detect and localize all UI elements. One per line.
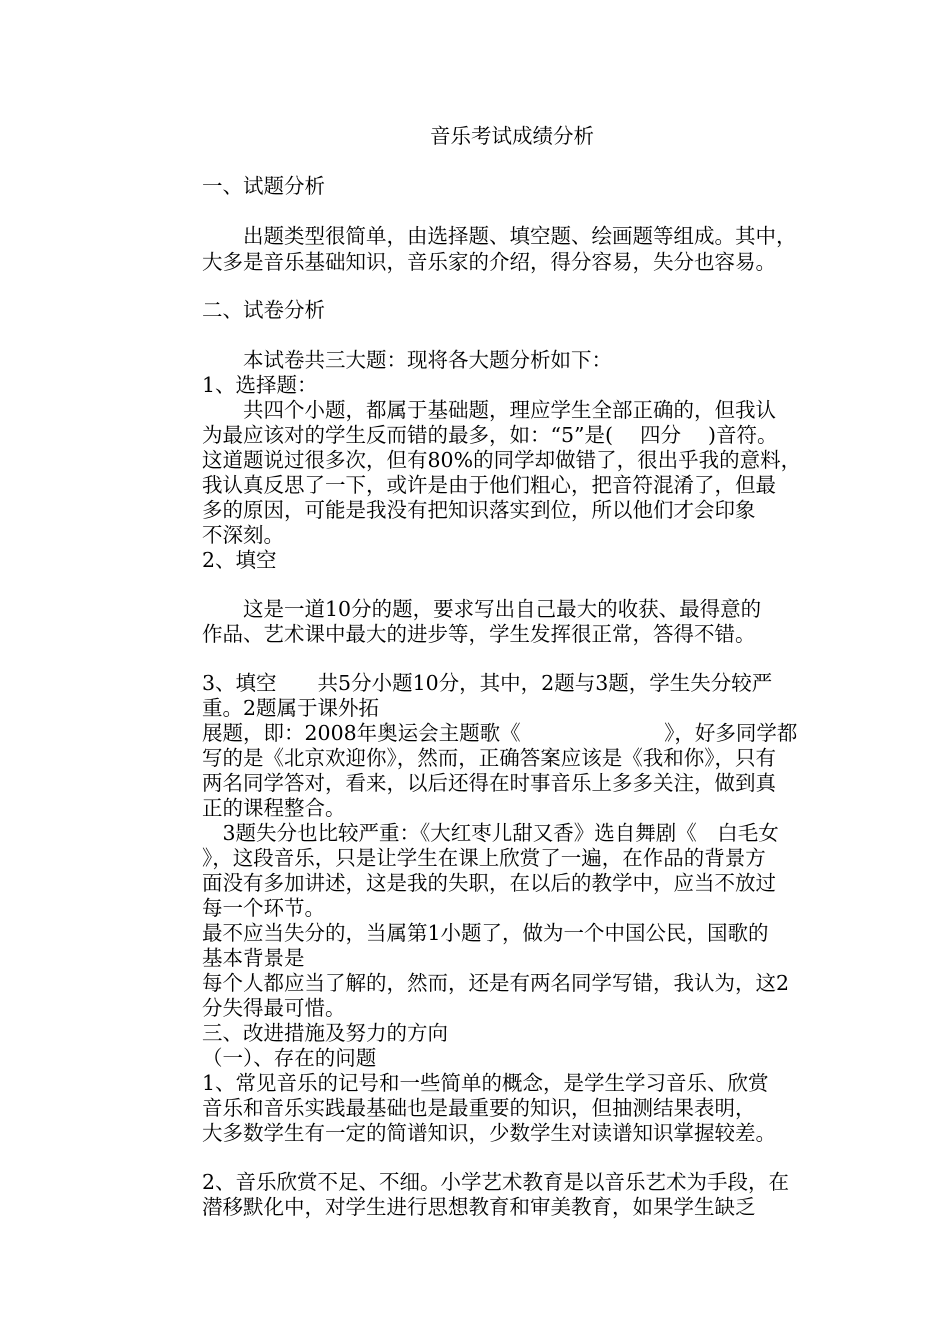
paragraph-line: 为最应该对的学生反而错的最多，如：“5”是( 四分 )音符。 (202, 423, 778, 447)
paragraph-line: 多的原因，可能是我没有把知识落实到位，所以他们才会印象 (202, 498, 756, 522)
paragraph-line: 这道题说过很多次，但有80%的同学却做错了，很出乎我的意料， (202, 448, 802, 472)
paragraph-line: 不深刻。 (202, 523, 284, 547)
paragraph-line: 面没有多加讲述，这是我的失职，在以后的教学中，应当不放过 (202, 871, 776, 895)
document-title: 音乐考试成绩分析 (430, 124, 594, 148)
paragraph-line: 3题失分也比较严重：《大红枣儿甜又香》选自舞剧《 白毛女 (202, 821, 779, 845)
paragraph-line: 出题类型很简单，由选择题、填空题、绘画题等组成。其中， (202, 224, 797, 248)
paragraph-line: 展题，即：2008年奥运会主题歌《 》，好多同学都 (202, 721, 798, 745)
paragraph-line: 大多数学生有一定的简谱知识，少数学生对读谱知识掌握较差。 (202, 1121, 776, 1145)
paragraph-line: 大多是音乐基础知识，音乐家的介绍，得分容易，失分也容易。 (202, 250, 776, 274)
heading-paper-analysis: 二、试卷分析 (202, 298, 325, 322)
paragraph-line: 2、音乐欣赏不足、不细。小学艺术教育是以音乐艺术为手段，在 (202, 1170, 790, 1194)
paragraph-line: 每一个环节。 (202, 896, 325, 920)
paragraph-line: 》，这段音乐，只是让学生在课上欣赏了一遍，在作品的背景方 (202, 846, 766, 870)
paragraph-line: 最不应当失分的，当属第1小题了，做为一个中国公民，国歌的 (202, 921, 769, 945)
heading-improvement: 三、改进措施及努力的方向 (202, 1021, 448, 1045)
paragraph-line: 3、填空 共5分小题10分，其中，2题与3题，学生失分较严 (202, 671, 773, 695)
paragraph-line: 我认真反思了一下，或许是由于他们粗心，把音符混淆了，但最 (202, 473, 776, 497)
paragraph-line: 两名同学答对，看来，以后还得在时事音乐上多多关注，做到真 (202, 771, 776, 795)
paragraph-line: 分失得最可惜。 (202, 996, 346, 1020)
paragraph-line: 本试卷共三大题：现将各大题分析如下： (202, 348, 612, 372)
paragraph-line: 写的是《北京欢迎你》，然而，正确答案应该是《我和你》，只有 (202, 746, 776, 770)
paragraph-line: 每个人都应当了解的，然而，还是有两名同学写错，我认为，这2 (202, 971, 790, 995)
paragraph-line: 潜移默化中，对学生进行思想教育和审美教育，如果学生缺乏 (202, 1195, 756, 1219)
paragraph-line: 1、常见音乐的记号和一些简单的概念，是学生学习音乐、欣赏 (202, 1071, 769, 1095)
subheading-multiple-choice: 1、选择题： (202, 373, 318, 397)
paragraph-line: 作品、艺术课中最大的进步等，学生发挥很正常，答得不错。 (202, 622, 756, 646)
subheading-fill-blank: 2、填空 (202, 548, 277, 572)
paragraph-line: 音乐和音乐实践最基础也是最重要的知识，但抽测结果表明， (202, 1096, 756, 1120)
paragraph-line: 重。2题属于课外拓 (202, 696, 380, 720)
paragraph-line: 基本背景是 (202, 946, 305, 970)
paragraph-line: 共四个小题，都属于基础题，理应学生全部正确的，但我认 (202, 398, 776, 422)
subheading-problems: （一）、存在的问题 (202, 1046, 377, 1070)
heading-test-analysis: 一、试题分析 (202, 174, 325, 198)
paragraph-line: 这是一道10分的题，要求写出自己最大的收获、最得意的 (202, 597, 762, 621)
paragraph-line: 正的课程整合。 (202, 796, 346, 820)
